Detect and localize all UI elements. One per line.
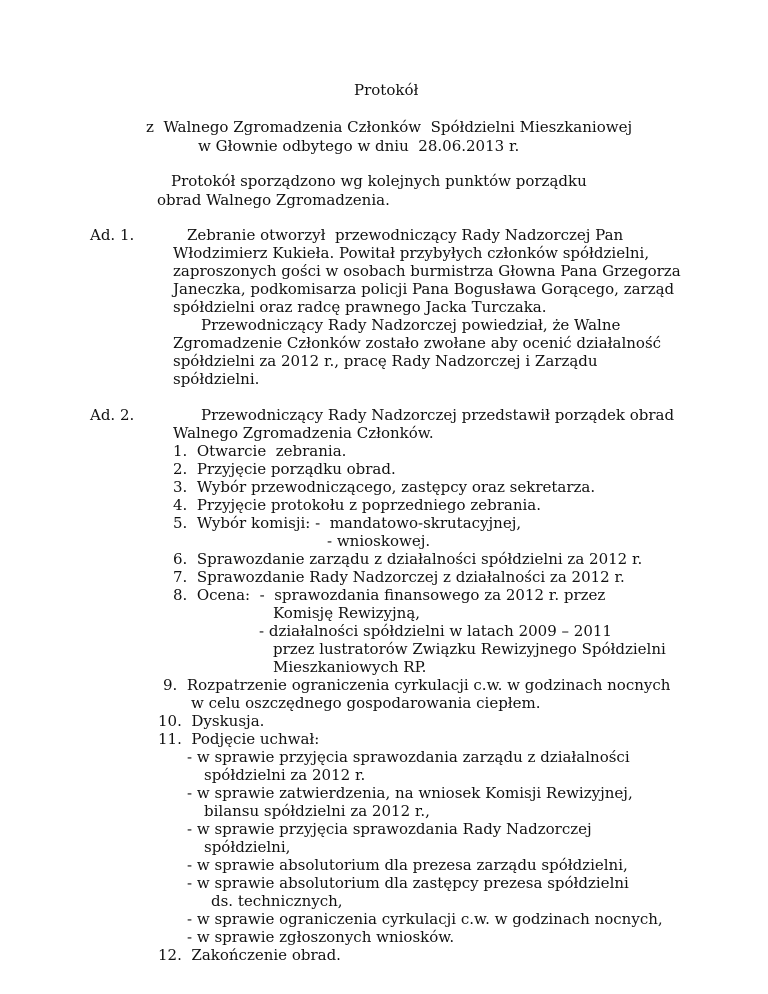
agenda-item: 6. Sprawozdanie zarządu z działalności spółdzielni za 2012 r. xyxy=(173,550,643,568)
agenda-subitem-continuation: bilansu spółdzielni za 2012 r., xyxy=(204,802,430,820)
intro-line-2: obrad Walnego Zgromadzenia. xyxy=(157,191,390,209)
ad2-paragraph-line: Walnego Zgromadzenia Członków. xyxy=(173,424,434,442)
ad1-paragraph-line: spółdzielni za 2012 r., pracę Rady Nadzorczej i Zarządu xyxy=(173,352,598,370)
agenda-subitem: przez lustratorów Związku Rewizyjnego Spółdzielni xyxy=(273,640,666,658)
agenda-item: 1. Otwarcie zebrania. xyxy=(173,442,347,460)
agenda-subitem: - w sprawie ograniczenia cyrkulacji c.w. w godzinach nocnych, xyxy=(187,910,663,928)
ad1-paragraph-line: Przewodniczący Rady Nadzorczej powiedział, że Walne xyxy=(201,316,621,334)
agenda-item: 12. Zakończenie obrad. xyxy=(158,946,341,964)
agenda-subitem: - w sprawie absolutorium dla prezesa zarządu spółdzielni, xyxy=(187,856,628,874)
ad1-paragraph-line: Włodzimierz Kukieła. Powitał przybyłych członków spółdzielni, xyxy=(173,244,650,262)
agenda-subitem: - w sprawie przyjęcia sprawozdania zarządu z działalności xyxy=(187,748,630,766)
agenda-subitem: - wnioskowej. xyxy=(327,532,431,550)
agenda-item: 3. Wybór przewodniczącego, zastępcy oraz sekretarza. xyxy=(173,478,596,496)
agenda-subitem-continuation: spółdzielni, xyxy=(204,838,291,856)
agenda-subitem: - w sprawie zatwierdzenia, na wniosek Komisji Rewizyjnej, xyxy=(187,784,633,802)
agenda-item: 5. Wybór komisji: - mandatowo-skrutacyjnej, xyxy=(173,514,522,532)
ad1-paragraph-line: Zgromadzenie Członków zostało zwołane aby ocenić działalność xyxy=(173,334,662,352)
document-subtitle-line-1: z Walnego Zgromadzenia Członków Spółdzielni Mieszkaniowej xyxy=(146,118,633,136)
ad1-label: Ad. 1. xyxy=(90,226,135,244)
agenda-item: 10. Dyskusja. xyxy=(158,712,265,730)
intro-line-1: Protokół sporządzono wg kolejnych punktów porządku xyxy=(171,172,587,190)
agenda-subitem-continuation: ds. technicznych, xyxy=(211,892,343,910)
agenda-subitem-continuation: spółdzielni za 2012 r. xyxy=(204,766,366,784)
document-title: Protokół xyxy=(354,81,419,99)
document-subtitle-line-2: w Głownie odbytego w dniu 28.06.2013 r. xyxy=(198,137,520,155)
ad1-paragraph-line: spółdzielni oraz radcę prawnego Jacka Turczaka. xyxy=(173,298,547,316)
ad1-paragraph-line: Janeczka, podkomisarza policji Pana Bogusława Gorącego, zarząd xyxy=(173,280,675,298)
agenda-subitem: - w sprawie absolutorium dla zastępcy prezesa spółdzielni xyxy=(187,874,629,892)
agenda-item-continuation: w celu oszczędnego gospodarowania ciepłem. xyxy=(191,694,541,712)
ad1-paragraph-line: zaproszonych gości w osobach burmistrza Głowna Pana Grzegorza xyxy=(173,262,681,280)
ad1-paragraph-line: spółdzielni. xyxy=(173,370,260,388)
agenda-subitem: - w sprawie zgłoszonych wniosków. xyxy=(187,928,455,946)
agenda-item: 11. Podjęcie uchwał: xyxy=(158,730,320,748)
ad2-label: Ad. 2. xyxy=(90,406,135,424)
agenda-item: 7. Sprawozdanie Rady Nadzorczej z działalności za 2012 r. xyxy=(173,568,625,586)
agenda-subitem: - w sprawie przyjęcia sprawozdania Rady Nadzorczej xyxy=(187,820,592,838)
ad1-paragraph-line: Zebranie otworzył przewodniczący Rady Nadzorczej Pan xyxy=(187,226,624,244)
agenda-item: 2. Przyjęcie porządku obrad. xyxy=(173,460,396,478)
agenda-item: 9. Rozpatrzenie ograniczenia cyrkulacji c.w. w godzinach nocnych xyxy=(163,676,671,694)
agenda-item: 4. Przyjęcie protokołu z poprzedniego zebrania. xyxy=(173,496,541,514)
agenda-item: 8. Ocena: - sprawozdania finansowego za 2012 r. przez xyxy=(173,586,606,604)
ad2-paragraph-line: Przewodniczący Rady Nadzorczej przedstawił porządek obrad xyxy=(201,406,675,424)
agenda-subitem: - działalności spółdzielni w latach 2009 – 2011 xyxy=(259,622,612,640)
agenda-subitem: Mieszkaniowych RP. xyxy=(273,658,427,676)
agenda-subitem: Komisję Rewizyjną, xyxy=(273,604,421,622)
